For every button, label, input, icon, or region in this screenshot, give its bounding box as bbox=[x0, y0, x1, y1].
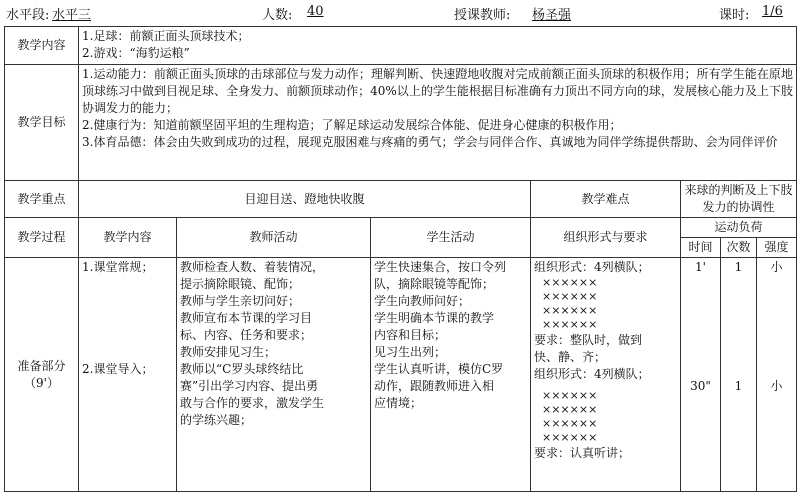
prep-content-cell bbox=[79, 258, 177, 492]
prep-time-2: 30" bbox=[690, 379, 711, 393]
teacher-activity-line: 教师与学生亲切问好； bbox=[180, 294, 301, 308]
content-row bbox=[5, 27, 797, 65]
prep-label: 准备部分 bbox=[17, 358, 66, 373]
formation-row: ×××××× bbox=[542, 318, 598, 331]
prep-times-2: 1 bbox=[734, 379, 743, 393]
content-item: 1.足球：前额正面头顶球技术； bbox=[82, 29, 250, 43]
org-requirement-1: 快、静、齐； bbox=[534, 350, 607, 364]
org-requirement-1: 要求：整队时，做到 bbox=[534, 333, 643, 347]
prep-intensity-2: 小 bbox=[770, 379, 783, 393]
prep-content-2: 2.课堂导入； bbox=[82, 362, 154, 376]
student-activity-line: 学生向教师问好； bbox=[374, 294, 471, 308]
period-label: 课时: bbox=[719, 8, 750, 23]
teacher-activity-line: 教师安排见习生； bbox=[180, 345, 277, 359]
prep-time-1: 1' bbox=[695, 260, 706, 274]
teacher-activity-line: 赛”引出学习内容、提出勇 bbox=[180, 379, 319, 393]
goal-item: 3.体育品德：体会由失败到成功的过程，展现克服困难与疼痛的勇气；学会与同伴合作、真诚地为同伴学练提供帮助、会为同伴评价 bbox=[82, 135, 778, 149]
process-header: 教学过程 bbox=[5, 218, 79, 258]
prep-student-cell bbox=[371, 258, 531, 492]
prep-teacher-cell bbox=[177, 258, 371, 492]
formation-row: ×××××× bbox=[542, 403, 598, 416]
focus-label: 教学重点 bbox=[5, 181, 79, 218]
teacher-value: 杨圣强 bbox=[532, 8, 572, 23]
teacher-activity-line: 敢与合作的要求，激发学生 bbox=[180, 396, 325, 410]
teacher-header: 教师活动 bbox=[177, 218, 371, 258]
teacher-activity-line: 的学练兴趣； bbox=[180, 413, 253, 427]
teacher-activity-line: 教师以“C罗头球终结比 bbox=[180, 362, 304, 376]
formation-row: ×××××× bbox=[542, 276, 598, 289]
goals-row bbox=[5, 65, 797, 181]
level-label: 水平段: bbox=[6, 8, 50, 23]
student-activity-line: 应情境； bbox=[374, 396, 423, 410]
teacher-activity-line: 标、内容、任务和要求； bbox=[180, 328, 313, 342]
goals-cell bbox=[79, 65, 797, 181]
student-activity-line: 队，摘除眼镜等配饰； bbox=[374, 277, 495, 291]
goals-label: 教学目标 bbox=[5, 65, 79, 181]
prep-org-cell bbox=[531, 258, 681, 492]
teacher-activity-line: 教师宣布本节课的学习目 bbox=[180, 311, 313, 325]
level-value: 水平三 bbox=[52, 8, 92, 23]
content-cell bbox=[79, 27, 797, 65]
student-activity-line: 内容和目标； bbox=[374, 328, 447, 342]
content-header: 教学内容 bbox=[79, 218, 177, 258]
intensity-header: 强度 bbox=[757, 238, 797, 258]
prep-label-cell bbox=[5, 258, 79, 492]
lesson-header bbox=[0, 0, 800, 24]
difficulty-label: 教学难点 bbox=[531, 181, 681, 218]
prep-row bbox=[5, 258, 797, 492]
formation-row: ×××××× bbox=[542, 304, 598, 317]
count-value: 40 bbox=[307, 4, 324, 19]
teacher-activity-line: 教师检查人数、着装情况， bbox=[180, 260, 325, 274]
teacher-activity-line: 提示摘除眼镜、配饰； bbox=[180, 277, 301, 291]
formation-row: ×××××× bbox=[542, 417, 598, 430]
difficulty-value: 来球的判断及上下肢发力的协调性 bbox=[681, 181, 797, 218]
lesson-plan-table bbox=[4, 26, 797, 492]
formation-row: ×××××× bbox=[542, 290, 598, 303]
prep-times-cell bbox=[721, 258, 757, 492]
student-activity-line: 动作，跟随教师进入相 bbox=[374, 379, 495, 393]
teacher-label: 授课教师: bbox=[454, 8, 511, 23]
prep-times-1: 1 bbox=[734, 260, 743, 274]
prep-content-1: 1.课堂常规； bbox=[82, 260, 154, 274]
prep-intensity-1: 小 bbox=[770, 260, 783, 274]
formation-row: ×××××× bbox=[542, 431, 598, 444]
goal-item: 1.运动能力：前额正面头顶球的击球部位与发力动作；理解判断、快速蹬地收腹对完成前额正面头顶球的积极作用；所有学生能在原地顶球练习中做到目视足球、全身发力、前额顶球动作；40%以上的学生能根据目标准确有力顶出不同方向的球，发展核心能力及上下肢协调发力的能力； bbox=[82, 67, 793, 115]
prep-time-cell bbox=[681, 258, 721, 492]
count-label: 人数: bbox=[262, 8, 293, 23]
period-value: 1/6 bbox=[762, 4, 783, 19]
org-header: 组织形式与要求 bbox=[531, 218, 681, 258]
time-header: 时间 bbox=[681, 238, 721, 258]
content-item: 2.游戏：“海豹运粮” bbox=[82, 46, 190, 60]
goal-item: 2.健康行为：知道前额坚固平坦的生理构造；了解足球运动发展综合体能、促进身心健康的积极作用； bbox=[82, 118, 622, 132]
org-title-1: 组织形式：4列横队； bbox=[534, 260, 650, 274]
student-activity-line: 学生认真听讲，模仿C罗 bbox=[374, 362, 504, 376]
focus-value: 目迎目送、蹬地快收腹 bbox=[79, 181, 531, 218]
content-label: 教学内容 bbox=[5, 27, 79, 65]
times-header: 次数 bbox=[721, 238, 757, 258]
org-title-2: 组织形式：4列横队； bbox=[534, 367, 650, 381]
prep-duration: （9'） bbox=[24, 375, 59, 390]
formation-row: ×××××× bbox=[542, 389, 598, 402]
org-requirement-2: 要求：认真听讲； bbox=[534, 446, 631, 460]
student-header: 学生活动 bbox=[371, 218, 531, 258]
column-header-row bbox=[5, 218, 797, 238]
student-activity-line: 学生明确本节课的教学 bbox=[374, 311, 495, 325]
student-activity-line: 学生快速集合，按口令列 bbox=[374, 260, 507, 274]
student-activity-line: 见习生出列； bbox=[374, 345, 447, 359]
focus-row bbox=[5, 181, 797, 218]
prep-intensity-cell bbox=[757, 258, 797, 492]
load-header: 运动负荷 bbox=[681, 218, 797, 238]
